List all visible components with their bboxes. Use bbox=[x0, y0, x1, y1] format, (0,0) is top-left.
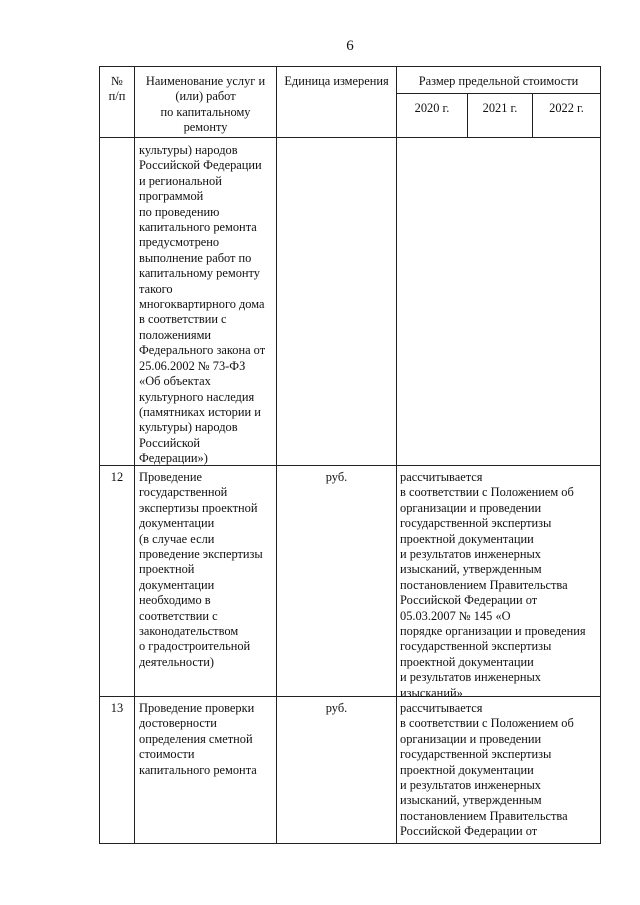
row-12-cost: рассчитывается в соответствии с Положением об организации и проведении государственной экспертизы проектной документации и результатов инженерных изысканий, утвержденным постановлением Правительства Российской Федерации от 05.03.2007 № 145 «О порядке организации и проведения государственной экспертизы проектной документации и результатов инженерных изысканий» bbox=[400, 470, 586, 700]
header-year-2022: 2022 г. bbox=[549, 101, 584, 115]
header-year-2021: 2021 г. bbox=[482, 101, 518, 115]
row-13-num: 13 bbox=[110, 701, 124, 715]
row-12-num: 12 bbox=[110, 470, 124, 484]
table-top-border bbox=[99, 66, 601, 67]
table-bottom-border bbox=[99, 843, 601, 844]
page-number: 6 bbox=[346, 38, 354, 54]
years-header-border bbox=[396, 93, 601, 94]
table-right-border bbox=[600, 66, 601, 843]
row-12-unit: руб. bbox=[325, 470, 348, 484]
header-cost: Размер предельной стоимости bbox=[418, 74, 579, 88]
col-divider bbox=[276, 66, 277, 843]
header-year-2020: 2020 г. bbox=[414, 101, 450, 115]
row-continuation-name: культуры) народов Российской Федерации и региональной программой по проведению капитального ремонта предусмотрено выполнение работ по капитальному ремонту такого многоквартирного дома в соответствии с положениями Федерального закона от 25.06.2002 № 73-ФЗ «Об объектах культурного наследия (памятниках истории и культуры) народов Российской Федерации») bbox=[139, 143, 266, 466]
row-13-unit: руб. bbox=[325, 701, 348, 715]
row-13-name: Проведение проверки достоверности определения сметной стоимости капитального ремонта bbox=[139, 701, 257, 777]
col-divider bbox=[396, 66, 397, 843]
header-bottom-border bbox=[99, 137, 601, 138]
header-unit: Единица измерения bbox=[284, 74, 389, 88]
table-left-border bbox=[99, 66, 100, 843]
header-num: № п/п bbox=[108, 74, 126, 104]
col-divider bbox=[134, 66, 135, 843]
row-13-cost: рассчитывается в соответствии с Положением об организации и проведении государственной экспертизы проектной документации и результатов инженерных изысканий, утвержденным постановлением Правительства Российской Федерации от bbox=[400, 701, 574, 839]
row-12-name: Проведение государственной экспертизы проектной документации (в случае если проведение экспертизы проектной документации необходимо в соответствии с законодательством о градостроительной деятельности) bbox=[139, 470, 263, 669]
header-name: Наименование услуг и (или) работ по капитальному ремонту bbox=[145, 74, 266, 135]
